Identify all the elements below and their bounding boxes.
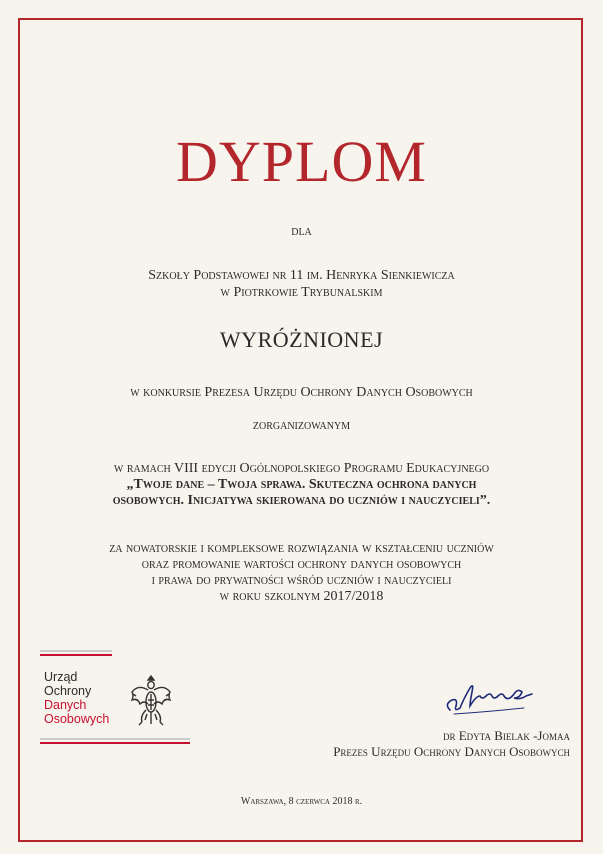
- logo-stripe-top-red: [40, 654, 112, 656]
- school-line-2: w Piotrkowie Trybunalskim: [220, 285, 383, 300]
- program-line-1: w ramach VIII edycji Ogólnopolskiego Programu Edukacyjnego: [113, 461, 490, 476]
- logo-line-3: Danych: [44, 698, 87, 712]
- polish-eagle-icon: [128, 672, 174, 728]
- reason-line-1: za nowatorskie i kompleksowe rozwiązania w kształceniu uczniów: [109, 541, 494, 556]
- logo-stripe-top-white: [40, 650, 112, 652]
- program-line-2: „Twoje dane – Twoja sprawa. Skuteczna ochrona danych: [126, 477, 477, 492]
- logo-wordmark: [44, 670, 109, 726]
- contest-line: w konkursie Prezesa Urzędu Ochrony Danych Osobowych: [130, 385, 473, 400]
- logo-line-2: Ochrony: [44, 684, 92, 698]
- program-line-3: osobowych. Inicjatywa skierowana do uczniów i nauczycieli”.: [112, 493, 491, 508]
- logo-stripe-bottom-white: [40, 738, 190, 740]
- school-line-1: Szkoły Podstawowej nr 11 im. Henryka Sienkiewicza: [148, 268, 455, 283]
- diploma-title: DYPLOM: [176, 129, 427, 194]
- uodo-logo: [40, 650, 190, 755]
- place-date: Warszawa, 8 czerwca 2018 r.: [240, 796, 363, 807]
- logo-stripe-bottom-red: [40, 742, 190, 744]
- signatory-name: dr Edyta Bielak -Jomaa: [442, 728, 570, 743]
- reason-line-4: w roku szkolnym 2017/2018: [219, 589, 384, 604]
- reason-line-3: i prawa do prywatności wśród uczniów i nauczycieli: [151, 573, 452, 588]
- signatory-position: Prezes Urzędu Ochrony Danych Osobowych: [333, 744, 570, 759]
- distinction-heading: WYRÓŻNIONEJ: [219, 327, 384, 352]
- logo-line-4: Osobowych: [44, 712, 110, 726]
- handwritten-signature: [440, 678, 560, 718]
- reason-line-2: oraz promowanie wartości ochrony danych osobowych: [141, 557, 462, 572]
- dla-text: dla: [291, 224, 312, 239]
- logo-line-1: Urząd: [44, 670, 78, 684]
- organized-line: zorganizowanym: [252, 418, 351, 433]
